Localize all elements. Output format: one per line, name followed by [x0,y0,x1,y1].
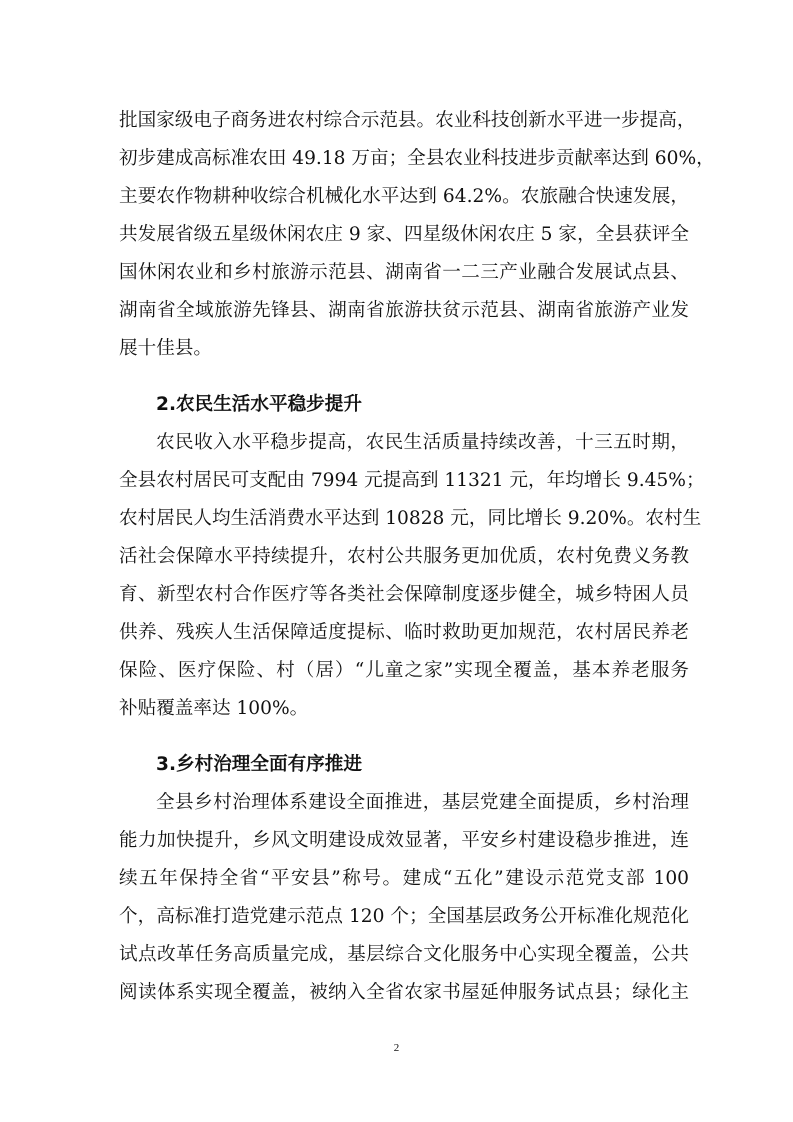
paragraph-line: 共发展省级五星级休闲农庄 9 家、四星级休闲农庄 5 家，全县获评全 [119,224,689,245]
paragraph-line: 全县乡村治理体系建设全面推进，基层党建全面提质，乡村治理 [156,792,689,813]
paragraph-line: 全县农村居民可支配由 7994 元提高到 11321 元，年均增长 9.45%； [119,470,705,491]
paragraph-line: 阅读体系实现全覆盖，被纳入全省农家书屋延伸服务试点县；绿化主 [119,982,689,1003]
paragraph-line: 国休闲农业和乡村旅游示范县、湖南省一二三产业融合发展试点县、 [119,262,689,283]
paragraph-line: 续五年保持全省“平安县”称号。建成“五化”建设示范党支部 100 [119,868,689,889]
paragraph-line: 批国家级电子商务进农村综合示范县。农业科技创新水平进一步提高， [119,110,696,131]
paragraph-line: 湖南省全域旅游先锋县、湖南省旅游扶贫示范县、湖南省旅游产业发 [119,300,689,321]
paragraph-line: 能力加快提升，乡风文明建设成效显著，平安乡村建设稳步推进，连 [119,830,689,851]
section-heading: 2.农民生活水平稳步提升 [156,394,362,415]
paragraph-line: 初步建成高标准农田 49.18 万亩；全县农业科技进步贡献率达到 60%， [119,148,715,169]
page-number: 2 [393,1042,400,1054]
section-heading: 3.乡村治理全面有序推进 [156,754,362,775]
paragraph-line: 活社会保障水平持续提升，农村公共服务更加优质，农村免费义务教 [119,546,689,567]
paragraph-line: 主要农作物耕种收综合机械化水平达到 64.2%。农旅融合快速发展， [119,186,689,207]
paragraph-line: 育、新型农村合作医疗等各类社会保障制度逐步健全，城乡特困人员 [119,584,689,605]
paragraph-line: 补贴覆盖率达 100%。 [119,698,309,719]
paragraph-line: 试点改革任务高质量完成，基层综合文化服务中心实现全覆盖，公共 [119,944,689,965]
paragraph-line: 个，高标准打造党建示范点 120 个；全国基层政务公开标准化规范化 [119,906,689,927]
paragraph-line: 展十佳县。 [119,338,212,359]
paragraph-line: 农民收入水平稳步提高，农民生活质量持续改善，十三五时期， [156,432,689,453]
paragraph-line: 农村居民人均生活消费水平达到 10828 元，同比增长 9.20%。农村生 [119,508,702,529]
paragraph-line: 保险、医疗保险、村（居）“儿童之家”实现全覆盖，基本养老服务 [119,660,689,681]
paragraph-line: 供养、残疾人生活保障适度提标、临时救助更加规范，农村居民养老 [119,622,689,643]
